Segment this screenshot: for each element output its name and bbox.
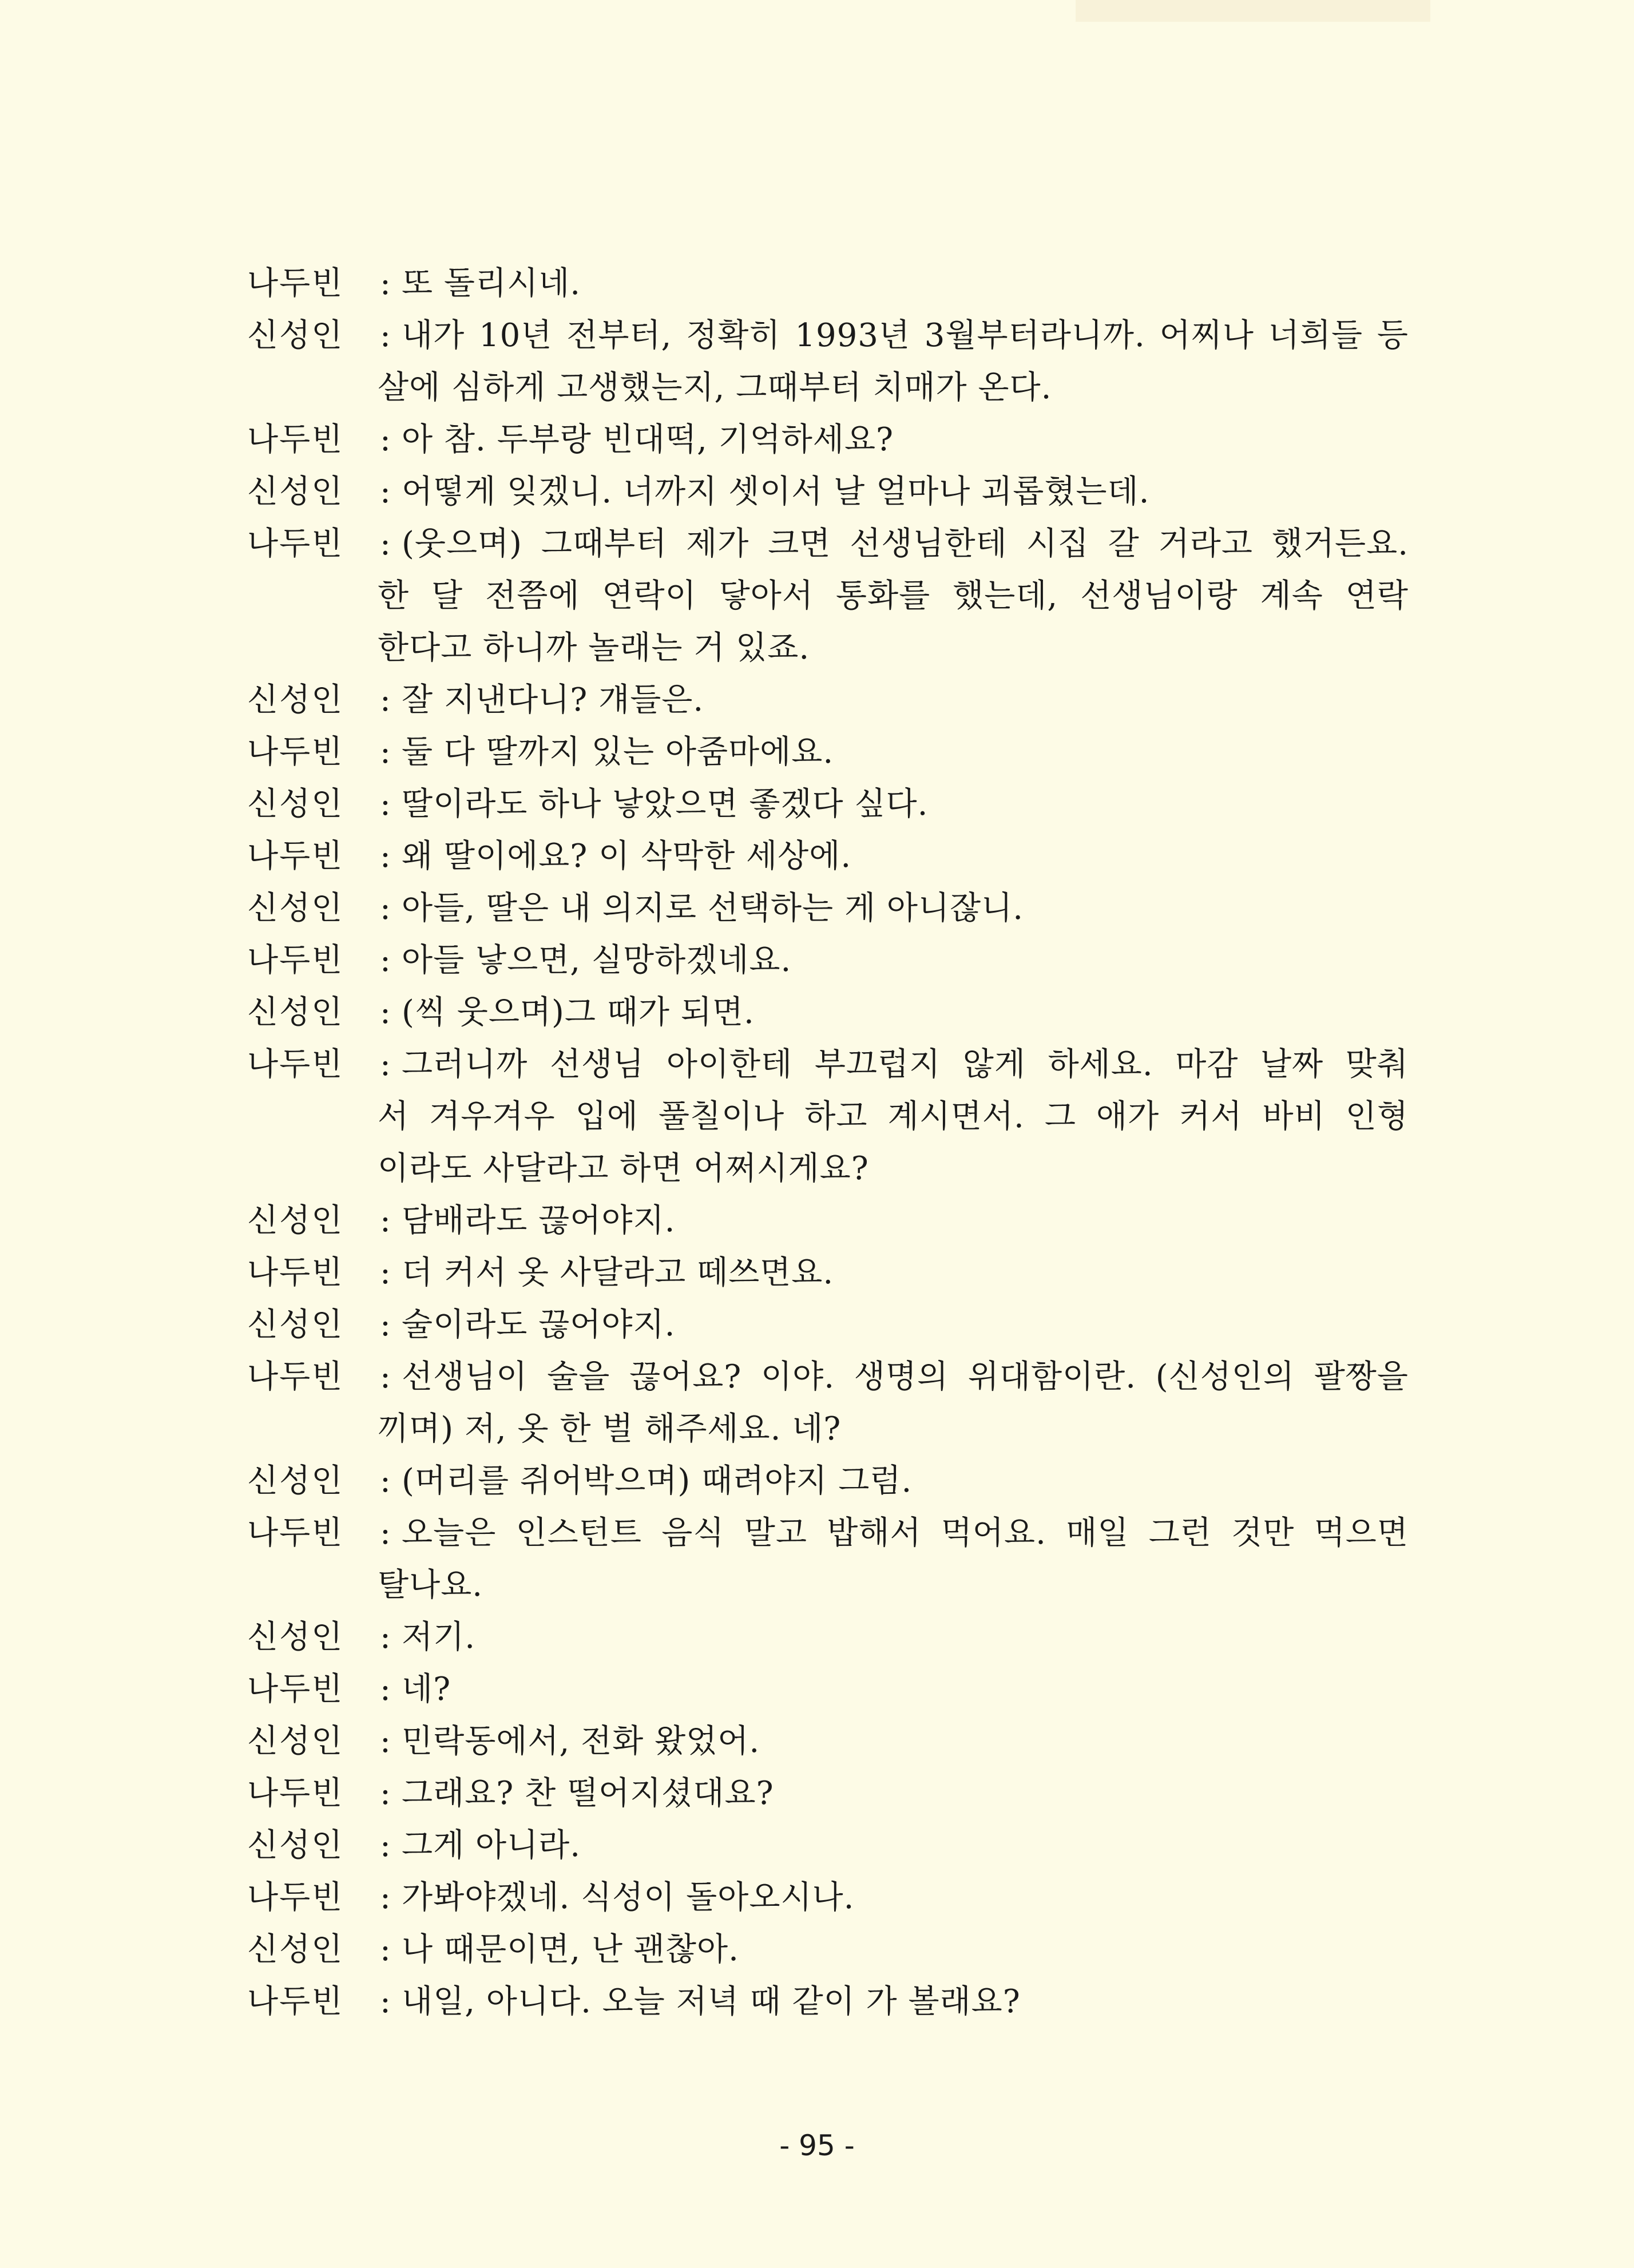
speaker-colon: : (380, 786, 391, 823)
speaker-colon: : (380, 1202, 391, 1239)
dialogue-text: 한 달 전쯤에 연락이 닿아서 통화를 했는데, 선생님이랑 계속 연락 (378, 577, 1409, 614)
dialogue-line (247, 1455, 1409, 1507)
speaker-name: 나두빈 (247, 942, 344, 979)
speaker-colon: : (380, 265, 391, 302)
dialogue-line (247, 934, 1409, 986)
speaker-name: 나두빈 (247, 1358, 344, 1395)
speaker-name: 나두빈 (247, 838, 344, 875)
dialogue-line (247, 466, 1409, 518)
dialogue-line (247, 882, 1409, 934)
speaker-colon: : (380, 1254, 391, 1291)
dialogue-text: 오늘은 인스턴트 음식 말고 밥해서 먹어요. 매일 그런 것만 먹으면 (402, 1514, 1409, 1552)
speaker-name: 신성인 (247, 890, 344, 927)
dialogue-line (247, 1507, 1409, 1559)
dialogue-text: 어떻게 잊겠니. 너까지 셋이서 날 얼마나 괴롭혔는데. (402, 473, 1150, 510)
dialogue-text: 나 때문이면, 난 괜찮아. (402, 1931, 739, 1968)
speaker-colon: : (380, 1827, 391, 1864)
dialogue-text: 그래요? 찬 떨어지셨대요? (402, 1775, 774, 1812)
speaker-colon: : (380, 1931, 391, 1968)
speaker-colon: : (380, 1983, 391, 2020)
speaker-colon: : (380, 1462, 391, 1500)
speaker-name: 신성인 (247, 473, 344, 510)
dialogue-text: 아들, 딸은 내 의지로 선택하는 게 아니잖니. (402, 890, 1024, 927)
dialogue-line (247, 1819, 1409, 1872)
dialogue-line (247, 310, 1409, 362)
speaker-name: 신성인 (247, 317, 344, 354)
dialogue-line (247, 1976, 1409, 2028)
speaker-name: 신성인 (247, 1931, 344, 1968)
dialogue-text: 담배라도 끊어야지. (402, 1202, 676, 1239)
dialogue-text: 왜 딸이에요? 이 삭막한 세상에. (402, 838, 852, 875)
speaker-name: 나두빈 (247, 1775, 344, 1812)
speaker-name: 신성인 (247, 1723, 344, 1760)
speaker-name: 나두빈 (247, 1514, 344, 1552)
dialogue-text: 술이라도 끊어야지. (402, 1306, 676, 1343)
dialogue-continuation (247, 1091, 1409, 1143)
dialogue-line (247, 1195, 1409, 1247)
speaker-colon: : (380, 1306, 391, 1343)
speaker-name: 나두빈 (247, 265, 344, 302)
dialogue-text: 내일, 아니다. 오늘 저녁 때 같이 가 볼래요? (402, 1983, 1021, 2020)
speaker-name: 나두빈 (247, 1671, 344, 1708)
dialogue-text: 내가 10년 전부터, 정확히 1993년 3월부터라니까. 어찌나 너희들 등 (402, 317, 1409, 354)
speaker-colon: : (380, 681, 391, 719)
speaker-name: 나두빈 (247, 733, 344, 771)
dialogue-text: 탈나요. (378, 1567, 483, 1604)
speaker-name: 신성인 (247, 994, 344, 1031)
dialogue-continuation (247, 1403, 1409, 1455)
dialogue-line (247, 674, 1409, 726)
speaker-name: 나두빈 (247, 525, 344, 562)
dialogue-line (247, 1299, 1409, 1351)
dialogue-line (247, 1351, 1409, 1403)
speaker-name: 신성인 (247, 681, 344, 719)
speaker-name: 나두빈 (247, 421, 344, 458)
dialogue-text: 또 돌리시네. (402, 265, 581, 302)
dialogue-line (247, 1663, 1409, 1715)
speaker-colon: : (380, 525, 391, 562)
dialogue-line (247, 257, 1409, 310)
dialogue-text: 그러니까 선생님 아이한테 부끄럽지 않게 하세요. 마감 날짜 맞춰 (402, 1046, 1409, 1083)
dialogue-text: 아들 낳으면, 실망하겠네요. (402, 942, 792, 979)
dialogue-text: 이라도 사달라고 하면 어쩌시게요? (378, 1150, 869, 1187)
speaker-colon: : (380, 733, 391, 771)
dialogue-text: 네? (402, 1671, 451, 1708)
dialogue-text: 저기. (402, 1619, 475, 1656)
speaker-name: 신성인 (247, 1619, 344, 1656)
dialogue-text: 딸이라도 하나 낳았으면 좋겠다 싶다. (402, 786, 929, 823)
dialogue-line (247, 830, 1409, 882)
dialogue-line (247, 414, 1409, 466)
dialogue-line (247, 1767, 1409, 1819)
dialogue-text: 끼며) 저, 옷 한 벌 해주세요. 네? (378, 1410, 842, 1448)
speaker-colon: : (380, 1358, 391, 1395)
dialogue-continuation (247, 622, 1409, 674)
dialogue-text: 선생님이 술을 끊어요? 이야. 생명의 위대함이란. (신성인의 팔짱을 (402, 1358, 1409, 1395)
speaker-colon: : (380, 1723, 391, 1760)
speaker-colon: : (380, 994, 391, 1031)
dialogue-continuation (247, 570, 1409, 622)
speaker-name: 신성인 (247, 1306, 344, 1343)
speaker-colon: : (380, 1879, 391, 1916)
dialogue-line (247, 518, 1409, 570)
speaker-colon: : (380, 1775, 391, 1812)
dialogue-text: (씩 웃으며)그 때가 되면. (402, 994, 755, 1031)
dialogue-line (247, 1611, 1409, 1663)
speaker-name: 나두빈 (247, 1879, 344, 1916)
dialogue-continuation (247, 1143, 1409, 1195)
speaker-name: 나두빈 (247, 1046, 344, 1083)
dialogue-text: (웃으며) 그때부터 제가 크면 선생님한테 시집 갈 거라고 했거든요. (402, 525, 1409, 562)
speaker-colon: : (380, 942, 391, 979)
speaker-colon: : (380, 473, 391, 510)
dialogue-text: 둘 다 딸까지 있는 아줌마에요. (402, 733, 834, 771)
dialogue-text: 더 커서 옷 사달라고 떼쓰면요. (402, 1254, 834, 1291)
dialogue-line (247, 1247, 1409, 1299)
speaker-colon: : (380, 1671, 391, 1708)
speaker-colon: : (380, 1514, 391, 1552)
dialogue-text: 그게 아니라. (402, 1827, 581, 1864)
dialogue-text: 가봐야겠네. 식성이 돌아오시나. (402, 1879, 855, 1916)
dialogue-line (247, 986, 1409, 1038)
speaker-colon: : (380, 317, 391, 354)
speaker-name: 신성인 (247, 786, 344, 823)
dialogue-text: (머리를 쥐어박으며) 때려야지 그럼. (402, 1462, 913, 1500)
dialogue-text: 민락동에서, 전화 왔었어. (402, 1723, 760, 1760)
speaker-colon: : (380, 1619, 391, 1656)
dialogue-line (247, 1924, 1409, 1976)
speaker-name: 신성인 (247, 1202, 344, 1239)
dialogue-continuation (247, 1559, 1409, 1611)
speaker-name: 나두빈 (247, 1254, 344, 1291)
dialogue-text: 살에 심하게 고생했는지, 그때부터 치매가 온다. (378, 369, 1052, 406)
dialogue-line (247, 1715, 1409, 1767)
dialogue-continuation (247, 362, 1409, 414)
dialogue-line (247, 778, 1409, 830)
speaker-name: 나두빈 (247, 1983, 344, 2020)
dialogue-text: 한다고 하니까 놀래는 거 있죠. (378, 629, 810, 667)
dialogue-line (247, 1872, 1409, 1924)
speaker-name: 신성인 (247, 1462, 344, 1500)
dialogue-text: 아 참. 두부랑 빈대떡, 기억하세요? (402, 421, 894, 458)
speaker-colon: : (380, 421, 391, 458)
speaker-colon: : (380, 1046, 391, 1083)
dialogue-text: 서 겨우겨우 입에 풀칠이나 하고 계시면서. 그 애가 커서 바비 인형 (378, 1098, 1409, 1135)
dialogue-line (247, 1038, 1409, 1091)
speaker-colon: : (380, 838, 391, 875)
dialogue-text: 잘 지낸다니? 걔들은. (402, 681, 704, 719)
script-body (247, 257, 1409, 2028)
speaker-name: 신성인 (247, 1827, 344, 1864)
dialogue-line (247, 726, 1409, 778)
paper-stain (1076, 0, 1430, 22)
speaker-colon: : (380, 890, 391, 927)
page-number: - 95 - (779, 2129, 855, 2162)
